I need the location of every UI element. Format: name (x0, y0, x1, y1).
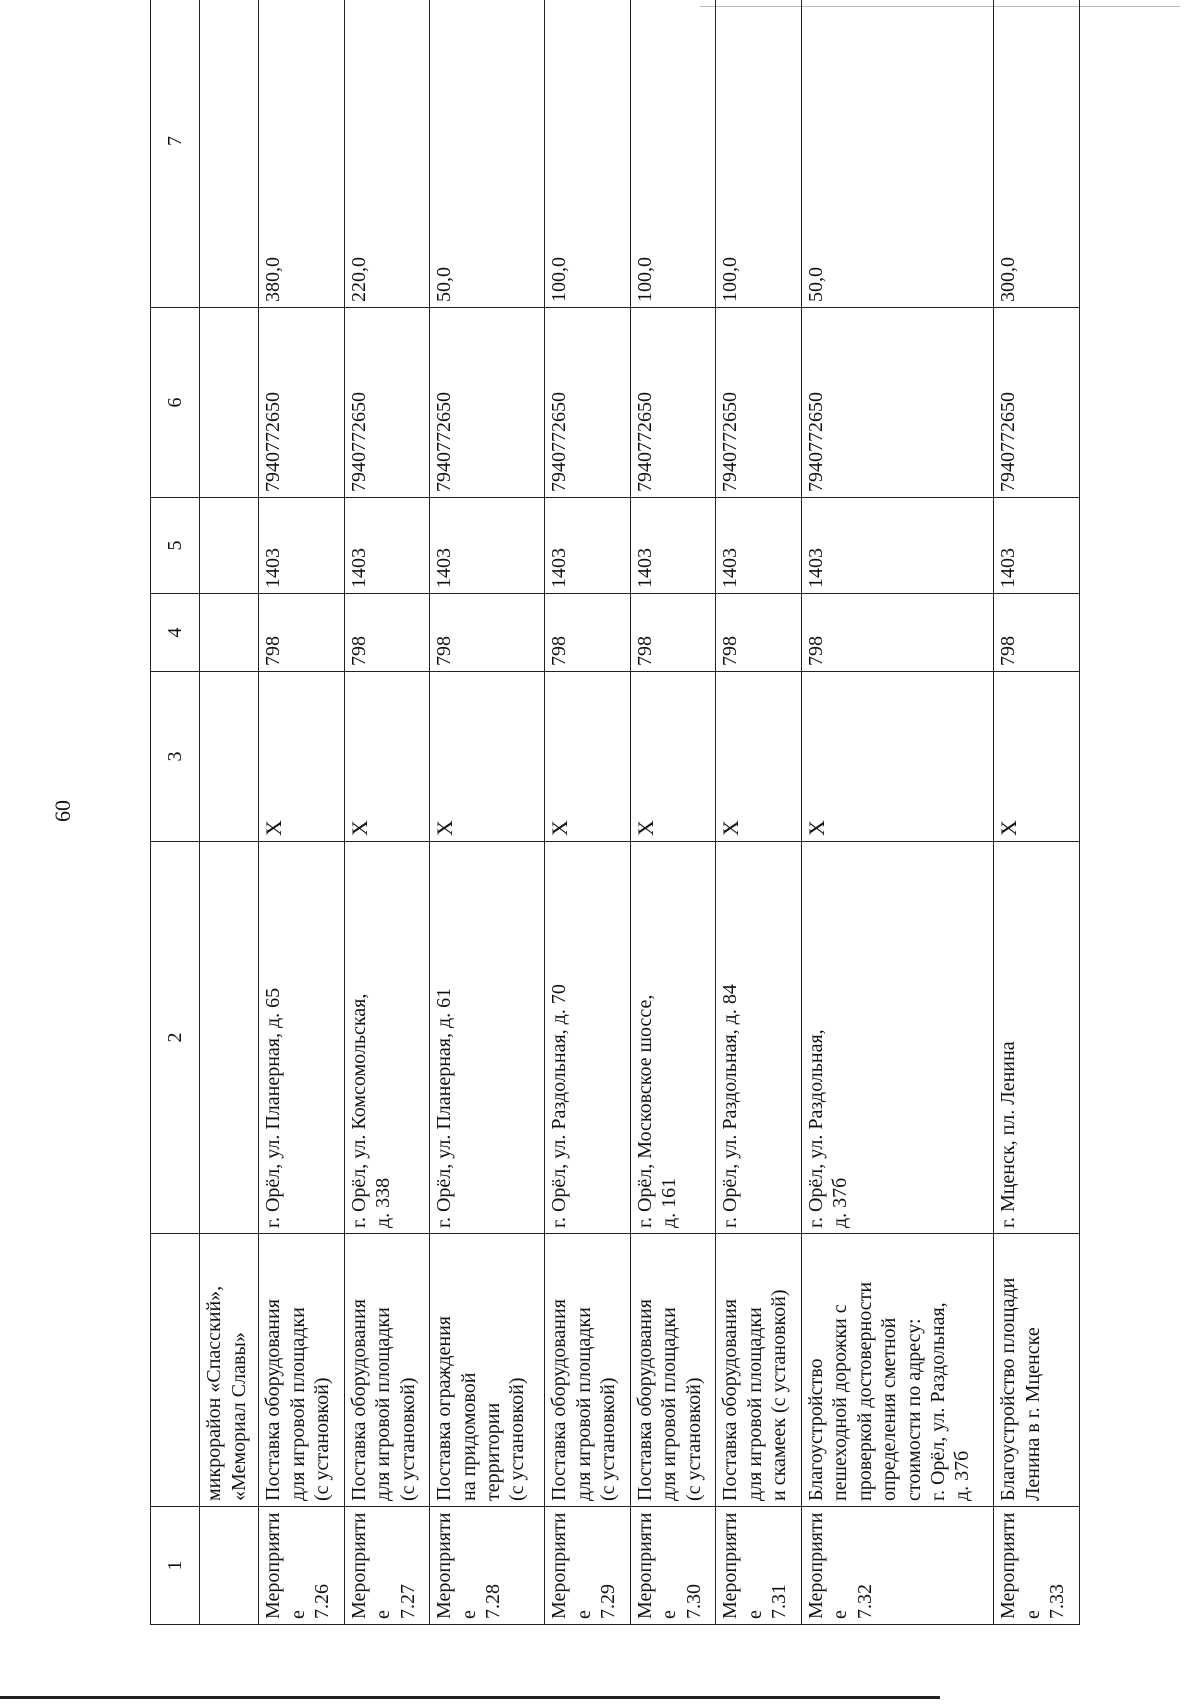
page-number: 60 (50, 800, 75, 822)
col5-cell: 1403 (716, 498, 802, 594)
name-cell: Благоустройство пешеходной дорожки с проверкой достоверности определения сметной стоимости по адресу: г. Орёл, ул. Раздольная, д. 37б (801, 1234, 993, 1507)
event-cell: Мероприятие 7.26 (259, 1507, 345, 1625)
col4-cell: 798 (545, 594, 631, 672)
name-cell: Поставка оборудования для игровой площадки (с установкой) (545, 1234, 631, 1507)
scan-edge-bottom-line (0, 1696, 940, 1699)
col4-cell: 798 (630, 594, 716, 672)
col5-cell: 1403 (801, 498, 993, 594)
col6-cell: 7940772650 (430, 308, 545, 498)
col5-cell: 1403 (994, 498, 1080, 594)
col5-cell: 1403 (344, 498, 430, 594)
address-cell: г. Орёл, ул. Раздольная, д. 84 (716, 842, 802, 1234)
col4-cell: 798 (801, 594, 993, 672)
col4-cell: 798 (994, 594, 1080, 672)
col4-cell: 798 (344, 594, 430, 672)
col3-cell: X (801, 672, 993, 842)
table-row (716, 0, 802, 1625)
event-cell: Мероприятие 7.32 (801, 1507, 993, 1625)
col3-cell: X (545, 672, 631, 842)
col7-cell: 100,0 (545, 0, 631, 308)
address-cell: г. Орёл, ул. Планерная, д. 61 (430, 842, 545, 1234)
col7-cell: 220,0 (344, 0, 430, 308)
cell-empty (200, 0, 259, 308)
col6-cell: 7940772650 (259, 308, 345, 498)
event-cell: Мероприятие 7.33 (994, 1507, 1080, 1625)
event-cell: Мероприятие 7.28 (430, 1507, 545, 1625)
address-cell: г. Орёл, ул. Комсомольская, д. 338 (344, 842, 430, 1234)
col3-cell: X (994, 672, 1080, 842)
col7-cell: 100,0 (716, 0, 802, 308)
header-cell: 3 (151, 672, 200, 842)
event-cell: Мероприятие 7.29 (545, 1507, 631, 1625)
name-cell: Поставка ограждения на придомовой территории (с установкой) (430, 1234, 545, 1507)
name-cell: Поставка оборудования для игровой площадки (с установкой) (630, 1234, 716, 1507)
event-cell: Мероприятие 7.31 (716, 1507, 802, 1625)
header-cell: 4 (151, 594, 200, 672)
address-cell: г. Орёл, ул. Раздольная, д. 37б (801, 842, 993, 1234)
table-row (430, 0, 545, 1625)
cell-empty (200, 594, 259, 672)
header-cell: 1 (151, 1507, 200, 1625)
continuation-row (200, 0, 259, 1625)
col6-cell: 7940772650 (344, 308, 430, 498)
col7-cell: 50,0 (801, 0, 993, 308)
col3-cell: X (716, 672, 802, 842)
name-cell: Поставка оборудования для игровой площадки (с установкой) (259, 1234, 345, 1507)
event-cell: Мероприятие 7.27 (344, 1507, 430, 1625)
table-row (994, 0, 1080, 1625)
cell-empty (200, 672, 259, 842)
col3-cell: X (430, 672, 545, 842)
rotated-table-container (150, 0, 1080, 1625)
col3-cell: X (344, 672, 430, 842)
event-cell: Мероприятие 7.30 (630, 1507, 716, 1625)
col7-cell: 300,0 (994, 0, 1080, 308)
cell-empty (200, 1507, 259, 1625)
address-cell: г. Орёл, ул. Планерная, д. 65 (259, 842, 345, 1234)
col6-cell: 7940772650 (630, 308, 716, 498)
name-cell: Поставка оборудования для игровой площадки и скамеек (с установкой) (716, 1234, 802, 1507)
budget-table (150, 0, 1080, 1625)
col7-cell: 100,0 (630, 0, 716, 308)
cell-empty (200, 842, 259, 1234)
address-cell: г. Орёл, Московское шоссе, д. 161 (630, 842, 716, 1234)
cell-empty (200, 498, 259, 594)
col5-cell: 1403 (430, 498, 545, 594)
name-cell: Поставка оборудования для игровой площадки (с установкой) (344, 1234, 430, 1507)
col5-cell: 1403 (259, 498, 345, 594)
address-cell: г. Мценск, пл. Ленина (994, 842, 1080, 1234)
col4-cell: 798 (430, 594, 545, 672)
col5-cell: 1403 (630, 498, 716, 594)
cell-empty (200, 308, 259, 498)
table-row (259, 0, 345, 1625)
col7-cell: 50,0 (430, 0, 545, 308)
col5-cell: 1403 (545, 498, 631, 594)
address-cell: г. Орёл, ул. Раздольная, д. 70 (545, 842, 631, 1234)
header-cell: 5 (151, 498, 200, 594)
col6-cell: 7940772650 (545, 308, 631, 498)
table-row (630, 0, 716, 1625)
table-row (801, 0, 993, 1625)
col7-cell: 380,0 (259, 0, 345, 308)
col6-cell: 7940772650 (716, 308, 802, 498)
col4-cell: 798 (259, 594, 345, 672)
header-cell: 2 (151, 842, 200, 1234)
table-row (344, 0, 430, 1625)
name-cell: Благоустройство площади Ленина в г. Мценске (994, 1234, 1080, 1507)
continuation-text: микрорайон «Спасский», «Мемориал Славы» (200, 1234, 259, 1507)
header-row (151, 0, 200, 1625)
header-cell: 7 (151, 0, 200, 308)
table-row (545, 0, 631, 1625)
col3-cell: X (259, 672, 345, 842)
col6-cell: 7940772650 (994, 308, 1080, 498)
col4-cell: 798 (716, 594, 802, 672)
col6-cell: 7940772650 (801, 308, 993, 498)
header-cell: 6 (151, 308, 200, 498)
header-cell (151, 1234, 200, 1507)
col3-cell: X (630, 672, 716, 842)
